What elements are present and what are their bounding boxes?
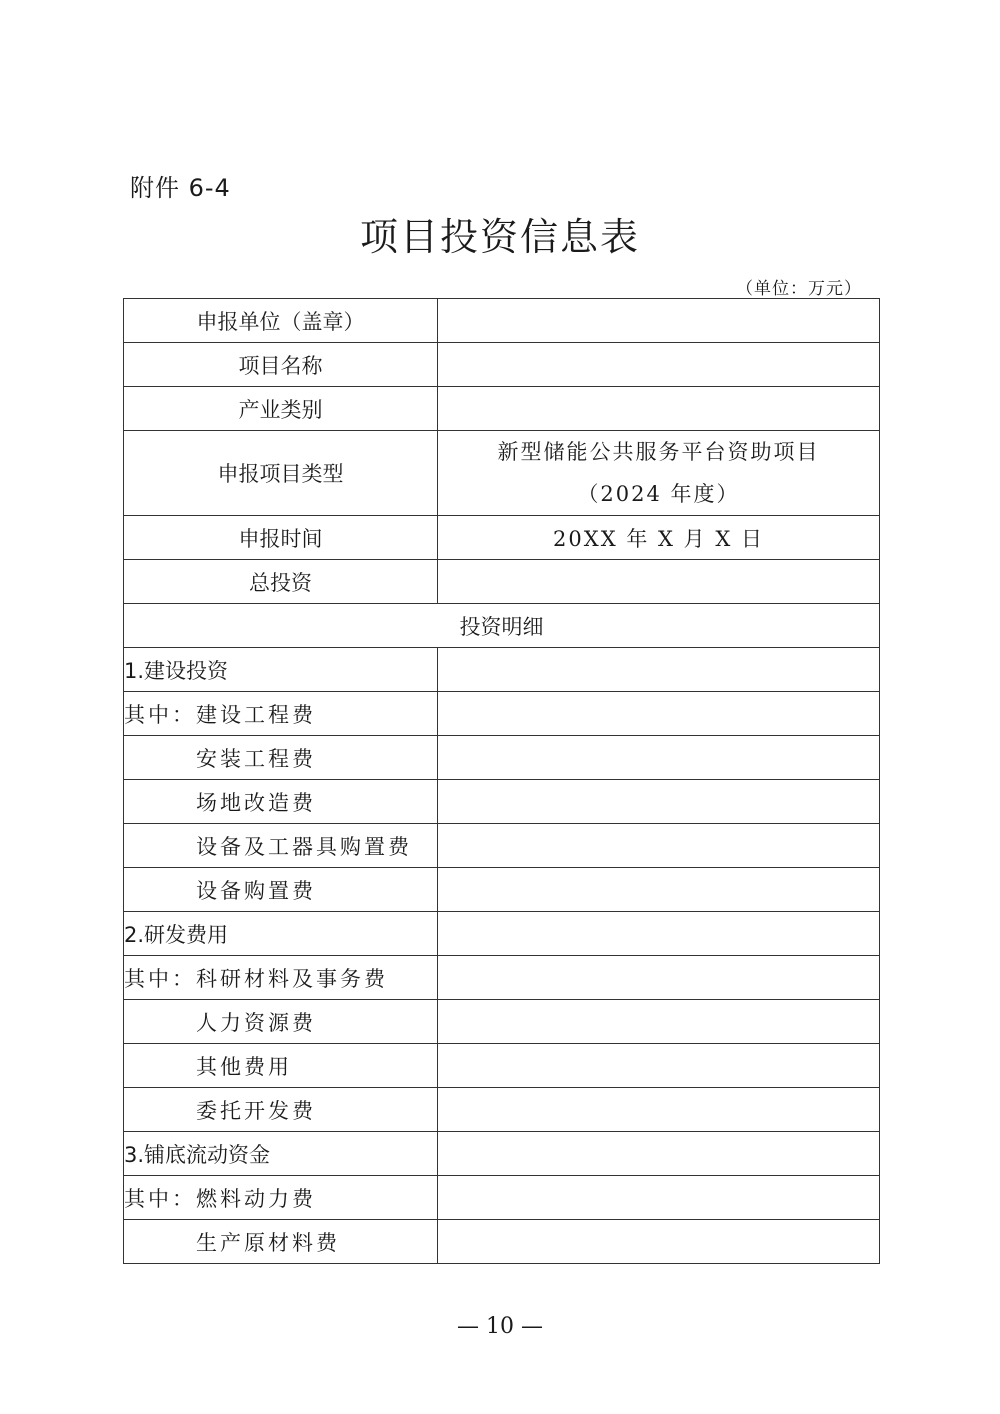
investment-info-table	[123, 298, 880, 1264]
item-prefix: 其中：	[124, 1186, 196, 1211]
project-type-line-2: （2024 年度）	[577, 482, 740, 506]
table-row-item	[124, 780, 880, 824]
item-label	[124, 956, 438, 1000]
table-row-details-heading	[124, 604, 880, 648]
table-row-section	[124, 648, 880, 692]
amount-field[interactable]	[438, 956, 880, 1000]
item-name: 建设工程费	[196, 702, 316, 727]
page-number: — 10 —	[457, 1314, 543, 1339]
item-label	[124, 1088, 438, 1132]
item-name: 设备购置费	[196, 878, 316, 903]
item-name: 场地改造费	[196, 790, 316, 815]
industry-category-field[interactable]	[438, 387, 880, 431]
industry-category-label: 产业类别	[124, 387, 438, 431]
item-label	[124, 1220, 438, 1264]
table-row-section	[124, 912, 880, 956]
amount-field[interactable]	[438, 1132, 880, 1176]
item-label	[124, 1044, 438, 1088]
amount-field[interactable]	[438, 692, 880, 736]
table-row-item	[124, 692, 880, 736]
page-title: 项目投资信息表	[359, 215, 640, 259]
section-title: 2.研发费用	[124, 912, 438, 956]
amount-field[interactable]	[438, 1000, 880, 1044]
unit-note: （单位：万元）	[736, 279, 862, 299]
apply-date-label: 申报时间	[124, 516, 438, 560]
amount-field[interactable]	[438, 912, 880, 956]
table-row-item	[124, 1088, 880, 1132]
item-name: 人力资源费	[196, 1010, 316, 1035]
item-label	[124, 692, 438, 736]
table-row-industry	[124, 387, 880, 431]
project-type-line-1: 新型储能公共服务平台资助项目	[497, 440, 820, 464]
amount-field[interactable]	[438, 1220, 880, 1264]
item-name: 生产原材料费	[196, 1230, 340, 1255]
amount-field[interactable]	[438, 1044, 880, 1088]
table-row-item	[124, 956, 880, 1000]
table-row-project-name	[124, 343, 880, 387]
table-row-item	[124, 824, 880, 868]
item-label	[124, 824, 438, 868]
table-row-item	[124, 1176, 880, 1220]
project-type-field[interactable]	[438, 431, 880, 516]
table-row-item	[124, 868, 880, 912]
details-heading: 投资明细	[124, 604, 880, 648]
item-name: 安装工程费	[196, 746, 316, 771]
item-prefix: 其中：	[124, 702, 196, 727]
amount-field[interactable]	[438, 1176, 880, 1220]
applicant-label: 申报单位（盖章）	[124, 299, 438, 343]
item-name: 其他费用	[196, 1054, 292, 1079]
table-row-item	[124, 1044, 880, 1088]
project-name-field[interactable]	[438, 343, 880, 387]
amount-field[interactable]	[438, 736, 880, 780]
project-name-label: 项目名称	[124, 343, 438, 387]
table-row-section	[124, 1132, 880, 1176]
item-label	[124, 1176, 438, 1220]
item-label	[124, 780, 438, 824]
table-row-item	[124, 736, 880, 780]
item-name: 设备及工器具购置费	[196, 834, 412, 859]
table-row-apply-date	[124, 516, 880, 560]
table-row-item	[124, 1000, 880, 1044]
table-row-project-type	[124, 431, 880, 516]
section-title: 1.建设投资	[124, 648, 438, 692]
amount-field[interactable]	[438, 868, 880, 912]
applicant-field[interactable]	[438, 299, 880, 343]
item-label	[124, 868, 438, 912]
amount-field[interactable]	[438, 780, 880, 824]
project-type-label: 申报项目类型	[124, 431, 438, 516]
section-title: 3.铺底流动资金	[124, 1132, 438, 1176]
attachment-label: 附件 6-4	[130, 174, 231, 202]
amount-field[interactable]	[438, 648, 880, 692]
table-row-applicant	[124, 299, 880, 343]
item-name: 委托开发费	[196, 1098, 316, 1123]
apply-date-field[interactable]: 20XX 年 X 月 X 日	[438, 516, 880, 560]
item-prefix: 其中：	[124, 966, 196, 991]
item-label	[124, 1000, 438, 1044]
item-label	[124, 736, 438, 780]
amount-field[interactable]	[438, 824, 880, 868]
amount-field[interactable]	[438, 1088, 880, 1132]
table-row-total-investment	[124, 560, 880, 604]
total-investment-field[interactable]	[438, 560, 880, 604]
total-investment-label: 总投资	[124, 560, 438, 604]
item-name: 燃料动力费	[196, 1186, 316, 1211]
table-row-item	[124, 1220, 880, 1264]
item-name: 科研材料及事务费	[196, 966, 388, 991]
